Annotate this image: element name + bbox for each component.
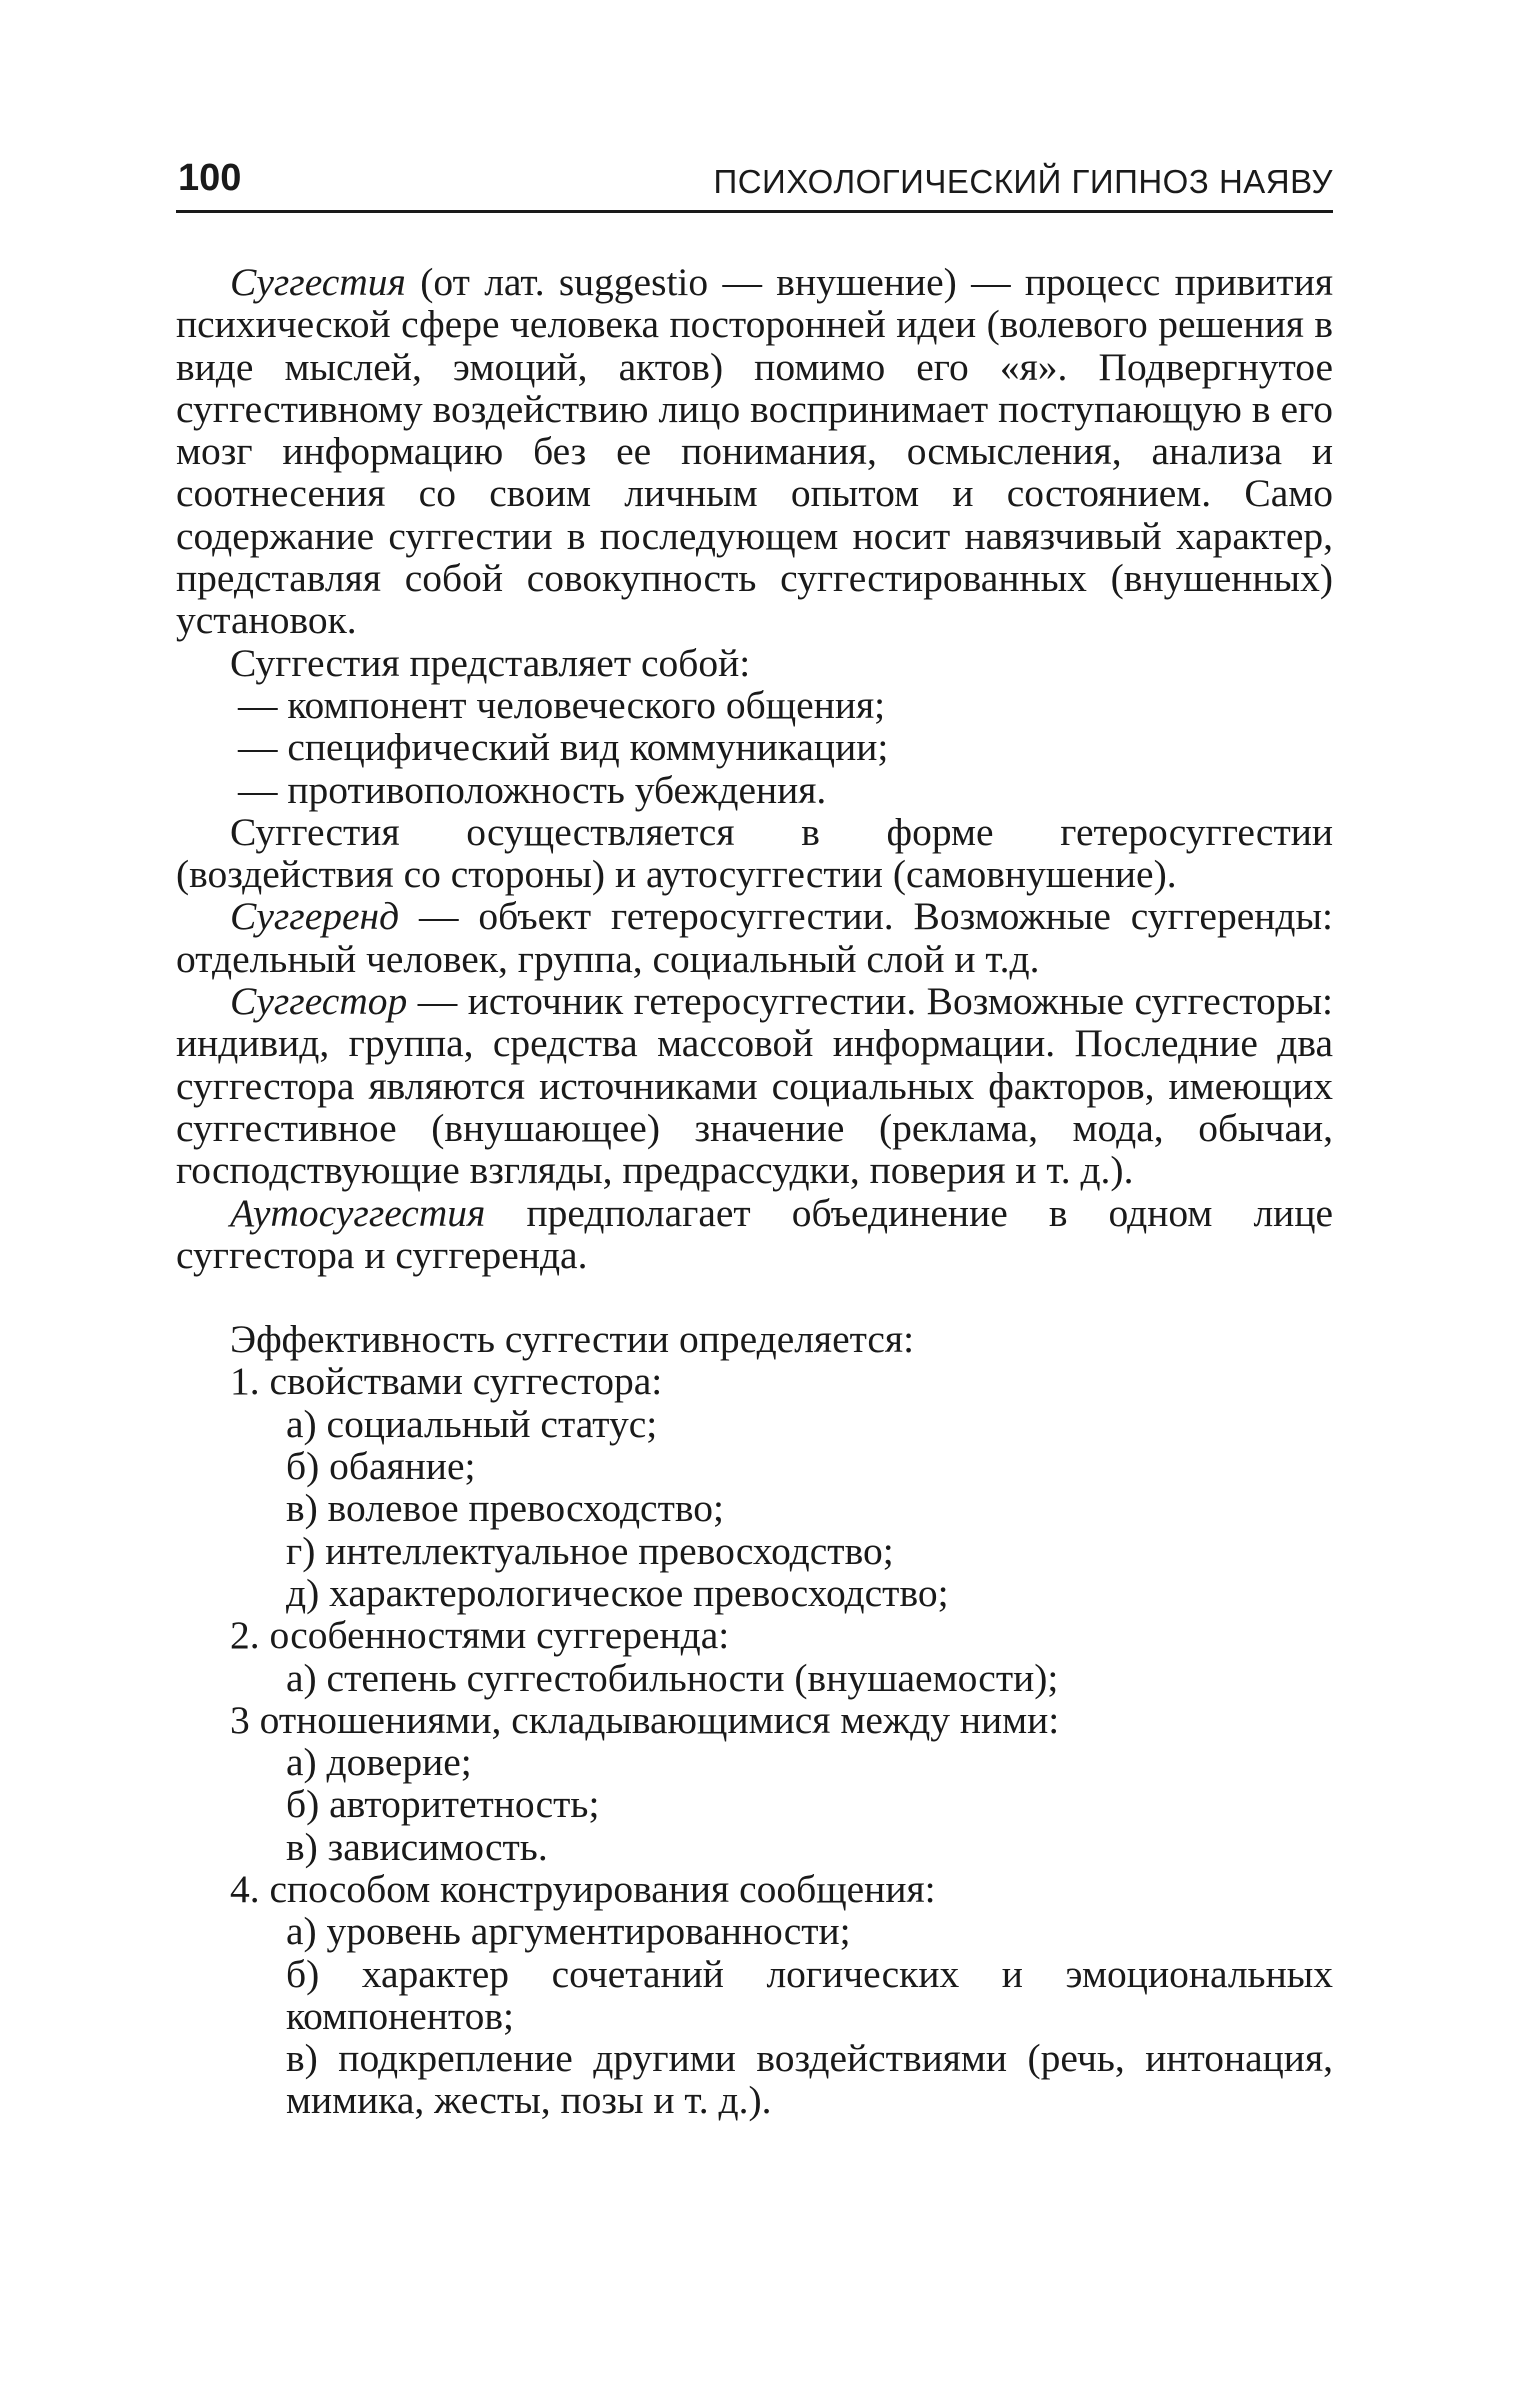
- paragraph-text: предполагает объединение в одном лице суггестора и суггеренда.: [176, 1190, 1333, 1277]
- numbered-list-item: 4. способом конструирования сообщения:: [230, 1866, 936, 1911]
- paragraph-autosuggestion: [176, 1192, 1333, 1277]
- page-number: 100: [178, 157, 242, 199]
- sub-list-item: б) обаяние;: [286, 1444, 476, 1489]
- paragraph-suggestion-represents: Суггестия представляет собой:: [230, 640, 751, 685]
- paragraph-text: (от лат. suggestio — внушение) — процесс привития психической сфере человека посторонней идеи (волевого решения в виде мыслей, эмоций, актов) помимо его «я». Подвергнутое суггестивному воздействию лицо воспринимает поступающую в его мозг информацию без ее понимания, осмысления, анализа и соотнесения со своим личным опытом и состоянием. Само содержание суггестии в последующем носит навязчивый характер, представляя собой совокупность суггестированных (внушенных) установок.: [176, 260, 1333, 643]
- term-suggestion: Суггестия: [230, 260, 406, 304]
- paragraph-gap: [176, 1276, 1333, 1318]
- page-header: [176, 154, 1333, 213]
- page-content: [176, 261, 1333, 2122]
- sub-list-item: б) характер сочетаний логических и эмоциональных компонентов;: [286, 1951, 1333, 2038]
- numbered-list-item: 3 отношениями, складывающимися между ними:: [230, 1697, 1060, 1742]
- numbered-list-item: 1. свойствами суггестора:: [230, 1359, 663, 1404]
- running-title: ПСИХОЛОГИЧЕСКИЙ ГИПНОЗ НАЯВУ: [713, 163, 1333, 200]
- paragraph-suggestion-forms: Суггестия осуществляется в форме гетеросуггестии (воздействия со стороны) и аутосуггестии (самовнушение).: [176, 809, 1333, 897]
- paragraph-suggestion-definition: [176, 261, 1333, 642]
- numbered-list-item: 2. особенностями суггеренда:: [230, 1613, 730, 1658]
- paragraph-text: — источник гетеросуггестии. Возможные суггесторы: индивид, группа, средства массовой информации. Последние два суггестора являются источниками социальных факторов, имеющих суггестивное (внушающее) значение (реклама, мода, обычаи, господствующие взгляды, предрассудки, поверия и т. д.).: [176, 979, 1333, 1193]
- sub-list-item: а) уровень аргументированности;: [286, 1909, 851, 1954]
- sub-list-item: в) зависимость.: [286, 1824, 548, 1869]
- term-suggestor: Суггестор: [230, 979, 408, 1024]
- dash-list-item: — противоположность убеждения.: [238, 767, 827, 812]
- paragraph-text: — объект гетеросуггестии. Возможные суггеренды: отдельный человек, группа, социальный слой и т.д.: [176, 894, 1333, 981]
- paragraph-suggestor: [176, 980, 1333, 1191]
- sub-list-item: д) характерологическое превосходство;: [286, 1570, 949, 1615]
- term-suggerend: Суггеренд: [230, 894, 400, 939]
- sub-list-item: в) подкрепление другими воздействиями (речь, интонация, мимика, жесты, позы и т. д.).: [286, 2036, 1333, 2123]
- sub-list-item: а) социальный статус;: [286, 1401, 658, 1446]
- sub-list-item: б) авторитетность;: [286, 1782, 600, 1827]
- term-autosuggestion: Аутосуггестия: [230, 1190, 486, 1235]
- list-intro: Эффективность суггестии определяется:: [230, 1317, 915, 1362]
- sub-list-item: г) интеллектуальное превосходство;: [286, 1528, 894, 1573]
- sub-list-item: а) доверие;: [286, 1740, 472, 1785]
- dash-list-item: — компонент человеческого общения;: [238, 682, 886, 727]
- sub-list-item: в) волевое превосходство;: [286, 1486, 724, 1531]
- dash-list-item: — специфический вид коммуникации;: [238, 725, 889, 770]
- paragraph-suggerend: [176, 895, 1333, 980]
- sub-list-item: а) степень суггестобильности (внушаемости);: [286, 1655, 1059, 1700]
